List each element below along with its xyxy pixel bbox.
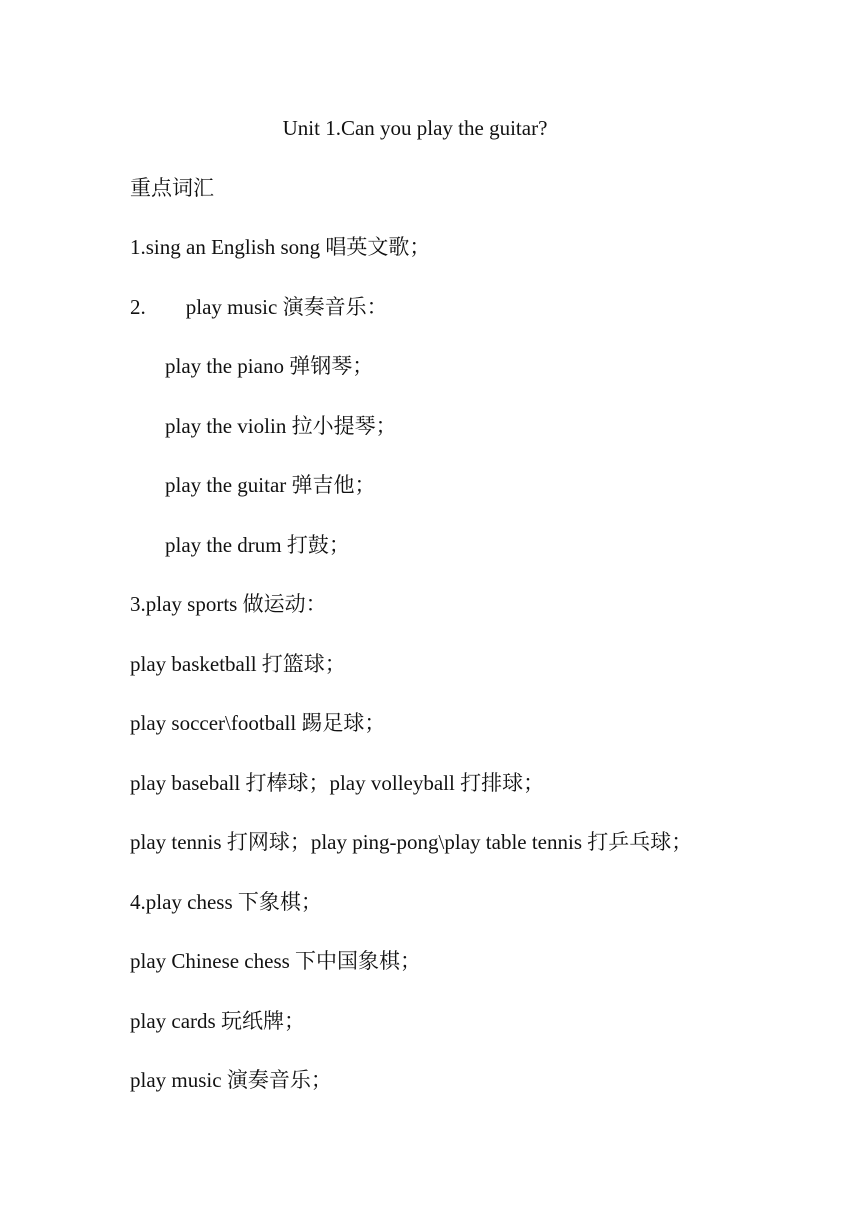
vocab-line-3: play the piano 弹钢琴； bbox=[165, 354, 374, 378]
page-title: Unit 1.Can you play the guitar? bbox=[282, 116, 548, 140]
vocab-line-6: play the drum 打鼓； bbox=[165, 533, 350, 557]
vocab-text: play music 演奏音乐： bbox=[185, 295, 388, 319]
vocab-line-13: play Chinese chess 下中国象棋； bbox=[130, 949, 422, 973]
vocab-line-4: play the violin 拉小提琴； bbox=[165, 414, 397, 438]
vocab-line-9: play soccer\football 踢足球； bbox=[130, 711, 386, 735]
vocab-line-15: play music 演奏音乐； bbox=[130, 1068, 332, 1092]
vocab-line-10: play baseball 打棒球；play volleyball 打排球； bbox=[130, 771, 545, 795]
vocab-line-1: 1.sing an English song 唱英文歌； bbox=[130, 235, 431, 259]
vocab-line-11: play tennis 打网球；play ping-pong\play table tennis 打乒乓球； bbox=[130, 830, 693, 854]
vocab-line-5: play the guitar 弹吉他； bbox=[165, 473, 376, 497]
vocab-line-2 bbox=[130, 293, 388, 321]
vocab-line-14: play cards 玩纸牌； bbox=[130, 1009, 305, 1033]
vocab-line-12: 4.play chess 下象棋； bbox=[130, 890, 322, 914]
vocab-line-8: play basketball 打篮球； bbox=[130, 652, 346, 676]
list-number: 2. bbox=[130, 295, 146, 319]
section-heading: 重点词汇 bbox=[130, 176, 214, 200]
vocab-line-7: 3.play sports 做运动： bbox=[130, 592, 327, 616]
